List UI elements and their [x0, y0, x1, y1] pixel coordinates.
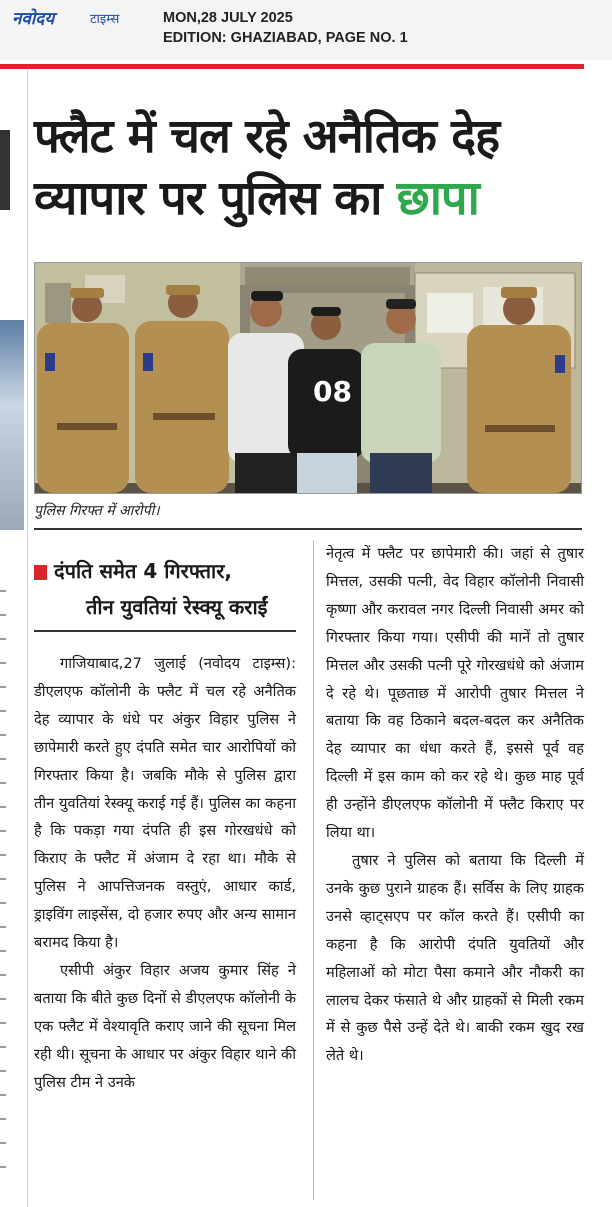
police-with-accused-photo [35, 263, 582, 494]
edition-page: EDITION: GHAZIABAD, PAGE NO. 1 [163, 30, 408, 46]
subhead-red-square-icon [34, 565, 47, 580]
headline-line-2: व्यापार पर पुलिस का [34, 171, 382, 226]
caption-rule [34, 528, 582, 530]
subhead-rule [34, 630, 296, 632]
headline-line-1: फ्लैट में चल रहे अनैतिक देह [34, 109, 500, 164]
masthead-bar [0, 0, 612, 60]
column-divider [313, 540, 314, 1200]
article-paragraph: गाजियाबाद,27 जुलाई (नवोदय टाइम्स): डीएलएफ कॉलोनी के फ्लैट में चल रहे अनैतिक देह व्यापार के धंधे पर अंकुर विहार पुलिस ने छापेमारी करते हुए दंपति समेत चार आरोपियों को गिरफ्तार किया है। जबकि मौके से पुलिस द्वारा तीन युवतियां रेस्क्यू कराई गई हैं। पुलिस का कहना है कि पकड़ा गया दंपति ही इस गोरखधंधे को किराए के फ्लैट में अंजाम दे रहा था। मौके से पुलिस ने आपत्तिजनक वस्तुएं, आधार कार्ड, ड्राइविंग लाइसेंस, दो हजार रुपए और अन्य सामान बरामद किया है। [34, 655, 296, 952]
adjacent-article-sliver [0, 70, 28, 1207]
subhead-line-2: तीन युवतियां रेस्क्यू कराईं [86, 595, 268, 619]
edition-info [163, 8, 408, 48]
article-column-right [326, 540, 584, 1070]
tshirt-print: 08 [313, 375, 352, 408]
article-paragraph: नेतृत्व में फ्लैट पर छापेमारी की। जहां से तुषार मित्तल, उसकी पत्नी, वेद विहार कॉलोनी निवासी कृष्णा और करावल नगर दिल्ली निवासी अमर को गिरफ्तार किया गया। एसीपी की मानें तो तुषार मित्तल और उसकी पत्नी पूरे गोरखधंधे को अंजाम दे रहे थे। पूछताछ में आरोपी तुषार मित्तल ने बताया कि वह ठिकाने बदल-बदल कर अनैतिक देह व्यापार का धंधा करते हैं, इससे पूर्व वह दिल्ली में इस काम को कर रहे थे। कुछ माह पूर्व ही उन्होंने डीएलएफ कॉलोनी में फ्लैट किराए पर लिया था। [326, 545, 584, 842]
headline-highlight-word: छापा [396, 171, 479, 226]
masthead-red-rule [0, 64, 584, 69]
headline [34, 106, 594, 230]
logo-main-text: नवोदय [12, 9, 55, 29]
publication-date: MON,28 JULY 2025 [163, 10, 293, 26]
news-photo [34, 262, 582, 494]
article-paragraph: तुषार ने पुलिस को बताया कि दिल्ली में उनके कुछ पुराने ग्राहक हैं। सर्विस के लिए ग्राहक उनसे व्हाट्सएप पर कॉल करते हैं। एसीपी का कहना है कि आरोपी दंपति युवतियों और महिलाओं को मोटा पैसा कमाने और नौकरी का लालच देकर फंसाते थे और ग्राहकों से मिली रकम में से कुछ पैसे उन्हें देते थे। बाकी रकम खुद रख लेते थे। [326, 851, 584, 1065]
newspaper-logo [12, 6, 152, 34]
photo-caption: पुलिस गिरफ्त में आरोपी। [34, 503, 160, 519]
logo-sub-text: टाइम्स [90, 12, 120, 27]
subhead-line-1: दंपति समेत 4 गिरफ्तार, [54, 559, 233, 583]
article-column-left [34, 650, 296, 1097]
article-paragraph: एसीपी अंकुर विहार अजय कुमार सिंह ने बताया कि बीते कुछ दिनों से डीएलएफ कॉलोनी के एक फ्लैट में वेश्यावृति कराए जाने की सूचना मिल रही थी। सूचना के आधार पर अंकुर विहार थाने की पुलिस टीम ने उनके [34, 961, 296, 1091]
